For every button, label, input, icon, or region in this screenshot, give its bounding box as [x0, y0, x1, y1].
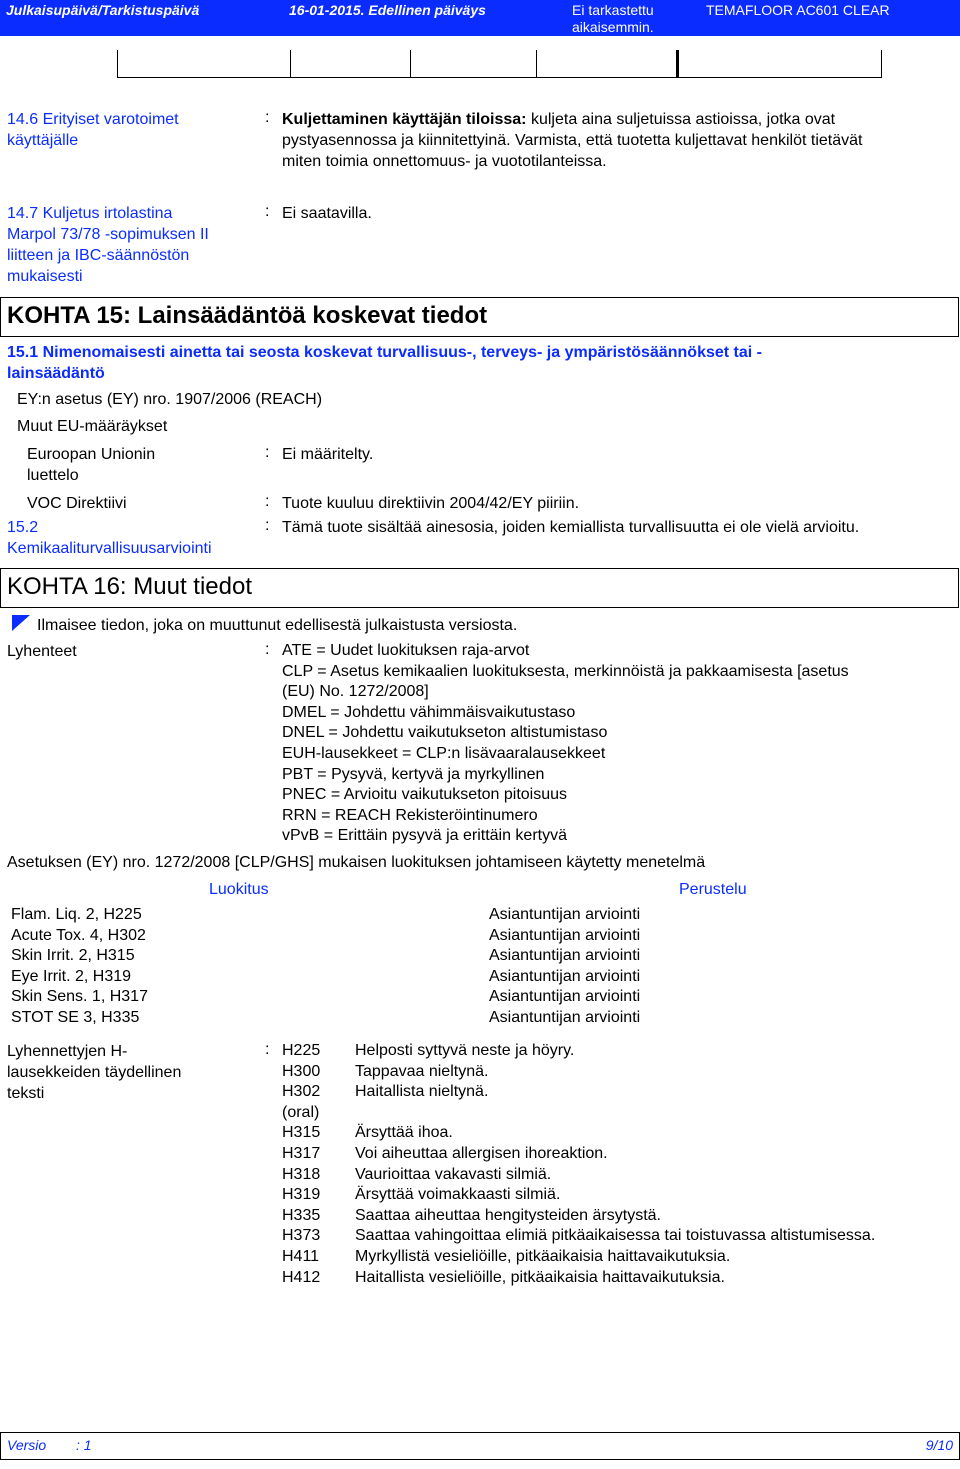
page-number: 9/10 — [925, 1437, 953, 1453]
basis-cell: Asiantuntijan arviointi — [489, 1009, 641, 1026]
classification-cell: Acute Tox. 4, H302 — [11, 926, 146, 944]
h-code: H373 — [282, 1227, 321, 1245]
h-text: Haitallista vesieliöille, pitkäaikaisia haittavaikutuksia. — [355, 1268, 725, 1286]
abbreviation-item: DNEL = Johdettu vaikutukseton altistumistaso — [282, 724, 608, 742]
abbreviation-item: (EU) No. 1272/2008] — [282, 683, 429, 701]
basis-cell: Asiantuntijan arviointi — [489, 988, 641, 1006]
section-14-6-label: 14.6 Erityiset varotoimet käyttäjälle — [7, 111, 179, 149]
colon-separator: : — [265, 109, 270, 126]
abbreviation-item: CLP = Asetus kemikaalien luokituksesta, merkinnöistä ja pakkaamisesta [asetus — [282, 662, 849, 680]
classification-cell: Eye Irrit. 2, H319 — [11, 967, 132, 985]
section-15-1-heading: 15.1 Nimenomaisesti ainetta tai seosta koskevat turvallisuus-, terveys- ja ympäristösäännökset tai - lainsäädäntö — [7, 344, 762, 382]
section-16-title-box — [0, 568, 959, 608]
colon-separator: : — [265, 203, 270, 220]
other-eu-regulations: Muut EU-määräykset — [17, 418, 168, 435]
h-code: H412 — [282, 1268, 321, 1286]
h-code: H335 — [282, 1206, 321, 1224]
h-text: Vaurioittaa vakavasti silmiä. — [355, 1165, 552, 1183]
eu-union-list-label: Euroopan Unionin luettelo — [27, 446, 156, 484]
abbreviation-item: ATE = Uudet luokituksen raja-arvot — [282, 642, 530, 659]
section-15-2-value: Tämä tuote sisältää ainesosia, joiden kemiallista turvallisuutta ei ole vielä arvioitu. — [282, 519, 860, 536]
h-text: Haitallista nieltynä. — [355, 1083, 489, 1101]
issue-date-value: 16-01-2015. Edellinen päiväys — [289, 2, 486, 18]
not-checked-line-1: Ei tarkastettu — [572, 2, 654, 18]
colon-separator: : — [265, 493, 270, 510]
abbreviation-item: PBT = Pysyvä, kertyvä ja myrkyllinen — [282, 765, 545, 783]
basis-cell: Asiantuntijan arviointi — [489, 947, 641, 965]
abbreviation-item: PNEC = Arvioitu vaikutukseton pitoisuus — [282, 786, 568, 804]
colon-separator: : — [265, 517, 270, 534]
column-header-classification: Luokitus — [209, 881, 269, 898]
abbreviations-label: Lyhenteet — [7, 643, 77, 660]
section-14-7-value: Ei saatavilla. — [282, 205, 372, 222]
h-text: Saattaa vahingoittaa elimiä pitkäaikaisessa tai toistuvassa altistumisessa. — [355, 1227, 876, 1245]
h-code: H302 — [282, 1083, 321, 1101]
product-name: TEMAFLOOR AC601 CLEAR — [706, 2, 890, 18]
section-15-title-box — [0, 297, 959, 337]
abbreviation-item: DMEL = Johdettu vähimmäisvaikutustaso — [282, 703, 576, 721]
h-text: Saattaa aiheuttaa hengitysteiden ärsytystä. — [355, 1206, 661, 1224]
classification-cell: STOT SE 3, H335 — [11, 1009, 140, 1026]
h-code: H300 — [282, 1062, 321, 1080]
column-header-basis: Perustelu — [679, 881, 747, 898]
h-statements-label: Lyhennettyjen H- lausekkeiden täydellinen teksti — [7, 1043, 182, 1102]
abbreviation-item: vPvB = Erittäin pysyvä ja erittäin kertyvä — [282, 827, 567, 845]
h-text: Voi aiheuttaa allergisen ihoreaktion. — [355, 1145, 608, 1162]
h-text: Helposti syttyvä neste ja höyry. — [355, 1042, 575, 1059]
section-14-6-text: Kuljettaminen käyttäjän tiloissa: kuljeta aina suljetuissa astioissa, jotka ovat pystyasennossa ja kiinnitettyinä. Varmista, että tuotetta kuljettavat henkilöt tietävät miten toimia onnettomuus- ja vuototilanteissa. — [282, 111, 863, 170]
abbreviation-item: EUH-lausekkeet = CLP:n lisävaaralausekkeet — [282, 745, 606, 762]
section-16-title: KOHTA 16: Muut tiedot — [7, 573, 253, 600]
method-title: Asetuksen (EY) nro. 1272/2008 [CLP/GHS] mukaisen luokituksen johtamiseen käytetty menetelmä — [7, 854, 706, 871]
h-text: Tappavaa nieltynä. — [355, 1062, 489, 1080]
h-code: H411 — [282, 1248, 320, 1265]
classification-cell: Skin Sens. 1, H317 — [11, 988, 148, 1006]
h-code: H225 — [282, 1042, 321, 1059]
basis-cell: Asiantuntijan arviointi — [489, 926, 641, 944]
voc-directive-value: Tuote kuuluu direktiivin 2004/42/EY piiriin. — [282, 495, 580, 512]
classification-cell: Flam. Liq. 2, H225 — [11, 906, 142, 923]
h-code: H318 — [282, 1165, 321, 1183]
section-15-title: KOHTA 15: Lainsäädäntöä koskevat tiedot — [7, 302, 488, 329]
h-code: H317 — [282, 1145, 321, 1162]
eu-union-list-value: Ei määritelty. — [282, 446, 374, 463]
header-ruler — [117, 50, 882, 78]
not-checked-line-2: aikaisemmin. — [572, 19, 654, 35]
h-text: Ärsyttää voimakkaasti silmiä. — [355, 1186, 561, 1204]
change-note: Ilmaisee tiedon, joka on muuttunut edellisestä julkaistusta versiosta. — [37, 617, 518, 634]
version-value: : 1 — [76, 1437, 92, 1453]
document-footer — [0, 1432, 960, 1460]
document-header — [0, 0, 960, 36]
h-code: H315 — [282, 1124, 321, 1142]
voc-directive-label: VOC Direktiivi — [27, 495, 127, 512]
issue-date-label: Julkaisupäivä/Tarkistuspäivä — [6, 2, 200, 18]
version-label: Versio — [7, 1437, 47, 1453]
basis-cell: Asiantuntijan arviointi — [489, 906, 641, 923]
reach-regulation: EY:n asetus (EY) nro. 1907/2006 (REACH) — [17, 391, 323, 408]
section-14-7-label: 14.7 Kuljetus irtolastina Marpol 73/78 -sopimuksen II liitteen ja IBC-säännöstön mukaisesti — [7, 205, 209, 285]
h-text: Myrkyllistä vesieliöille, pitkäaikaisia haittavaikutuksia. — [355, 1248, 731, 1265]
colon-separator: : — [265, 1041, 270, 1058]
h-code: H319 — [282, 1186, 321, 1204]
basis-cell: Asiantuntijan arviointi — [489, 967, 641, 985]
colon-separator: : — [265, 641, 270, 658]
classification-cell: Skin Irrit. 2, H315 — [11, 947, 135, 965]
section-15-2-label: 15.2 Kemikaaliturvallisuusarviointi — [7, 519, 212, 557]
blue-triangle-flag-icon — [12, 615, 30, 631]
abbreviation-item: RRN = REACH Rekisteröintinumero — [282, 806, 538, 824]
colon-separator: : — [265, 444, 270, 461]
h-text: Ärsyttää ihoa. — [355, 1124, 453, 1142]
h-code: (oral) — [282, 1103, 320, 1121]
